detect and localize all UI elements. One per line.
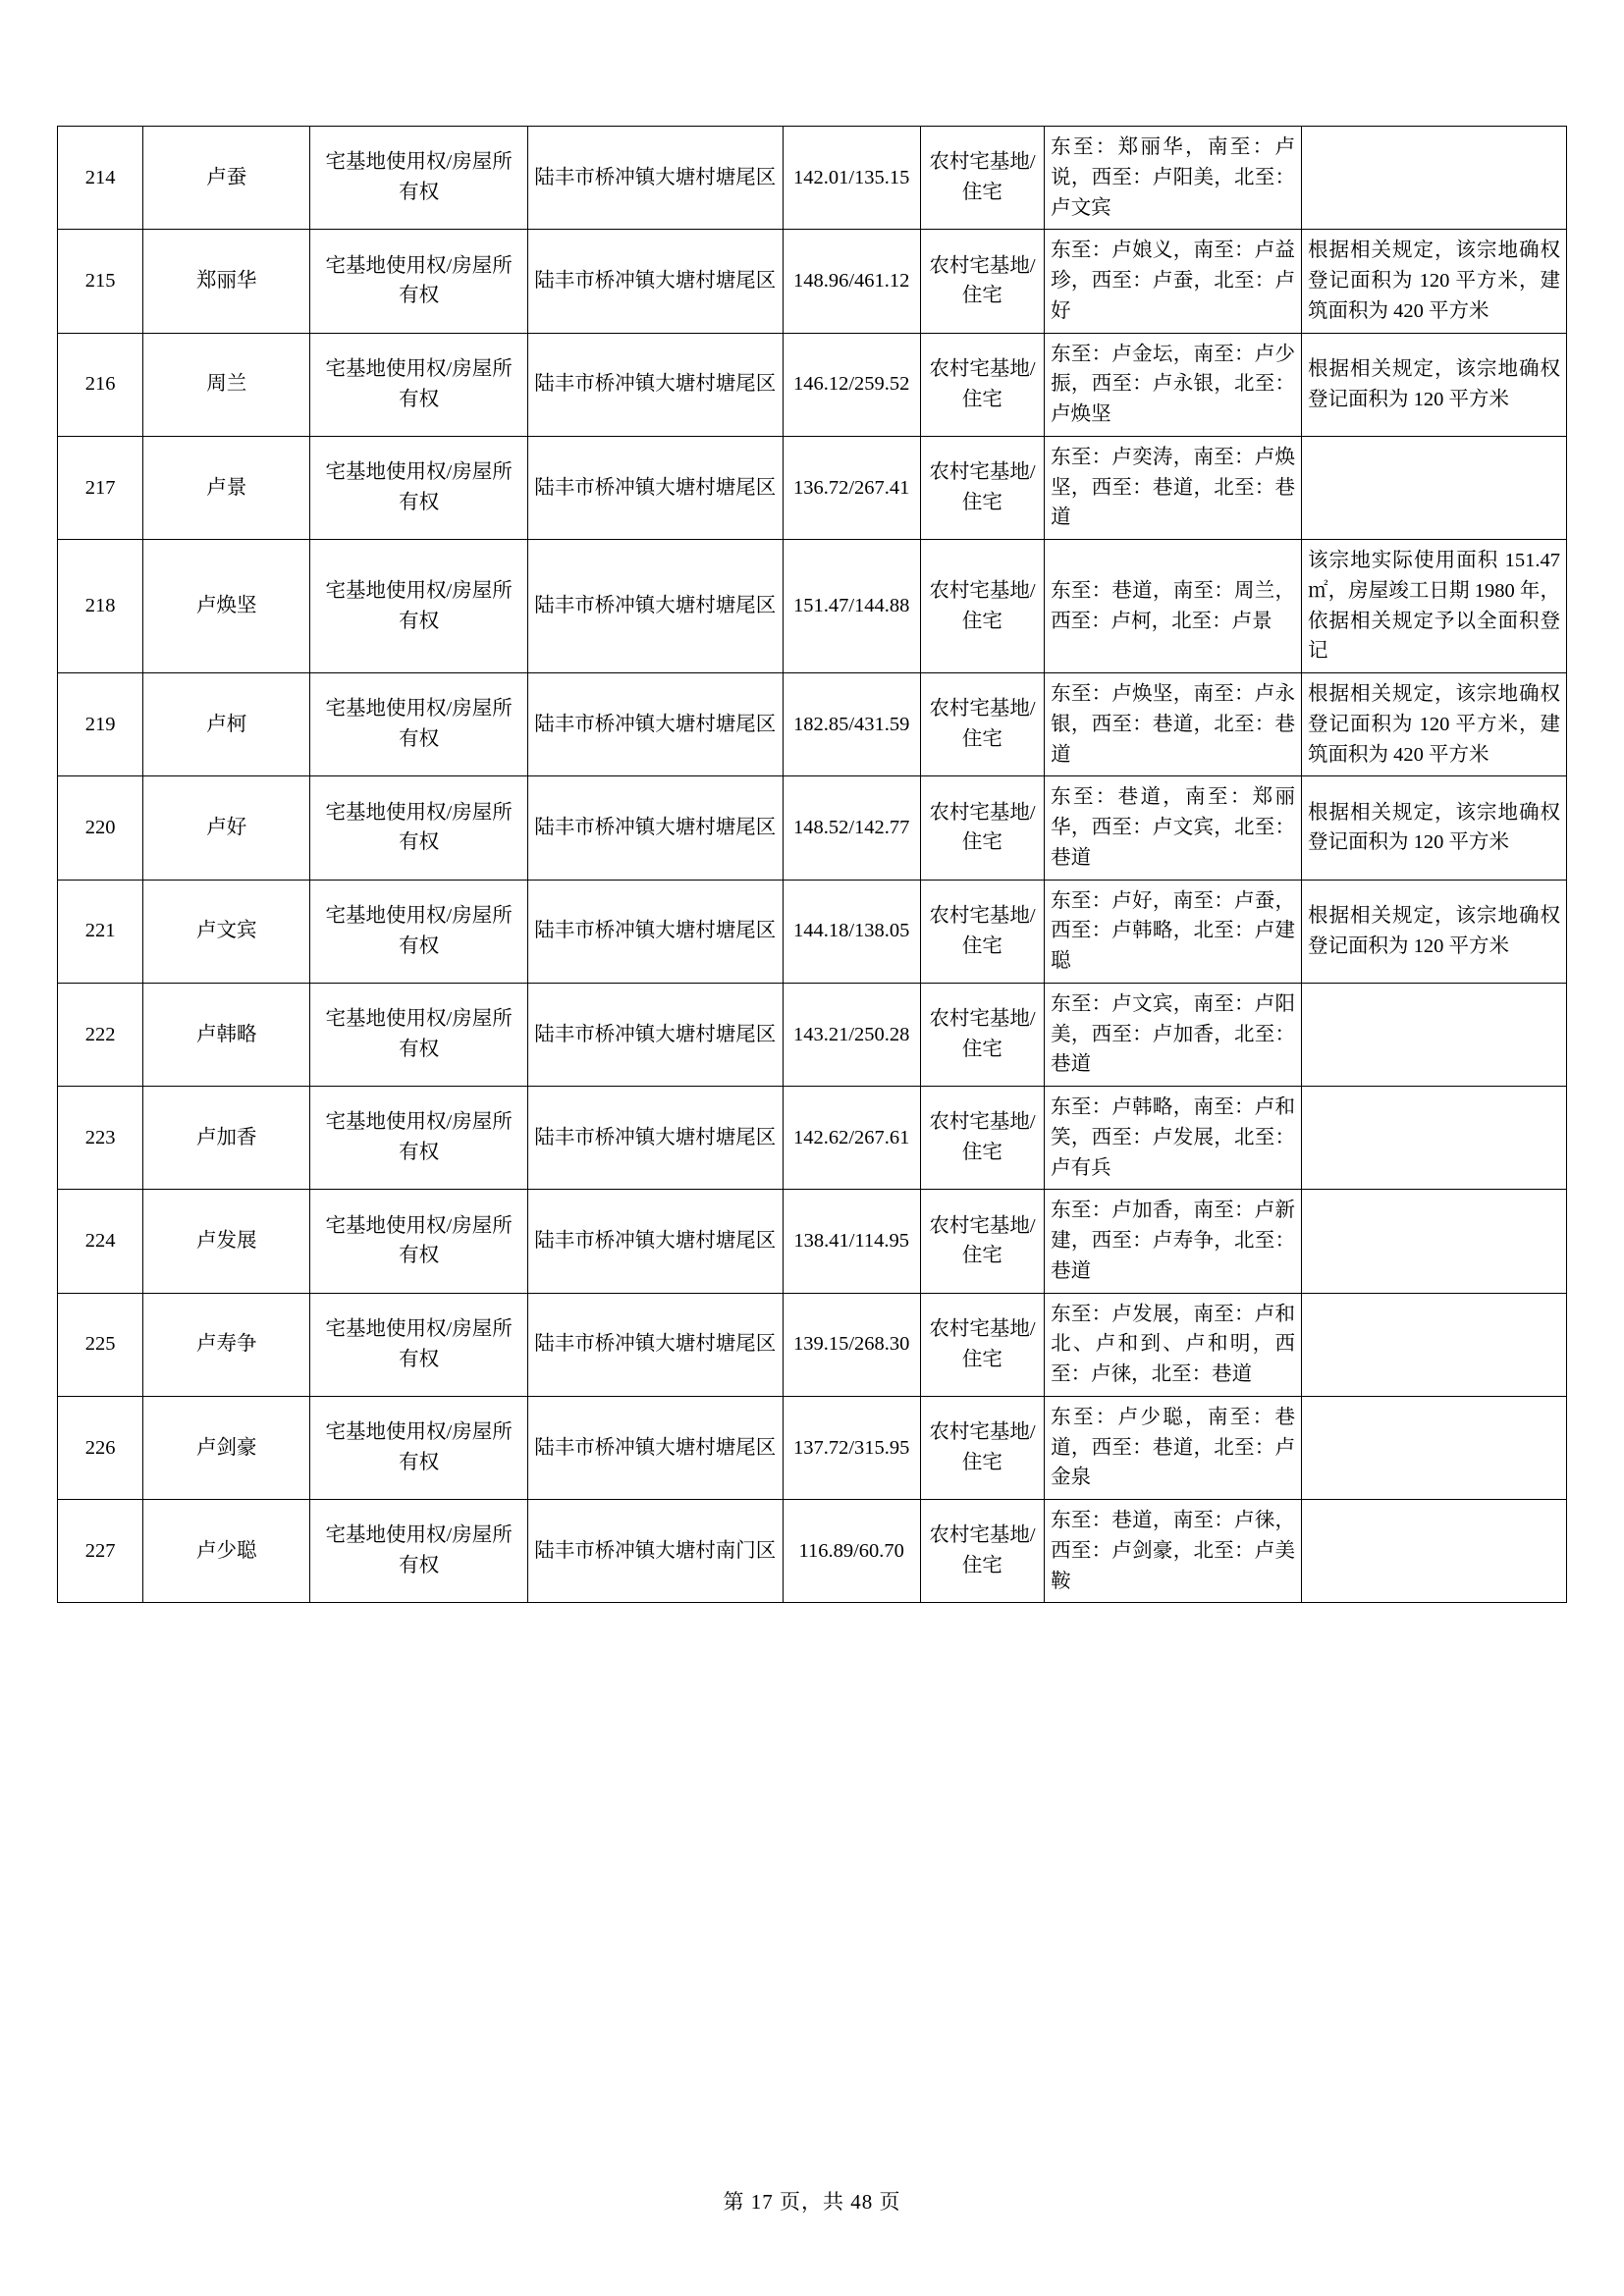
cell-right-type: 宅基地使用权/房屋所有权 bbox=[310, 983, 528, 1086]
cell-area: 151.47/144.88 bbox=[783, 540, 920, 673]
table-row bbox=[58, 983, 1567, 1086]
cell-usage: 农村宅基地/住宅 bbox=[920, 1396, 1044, 1499]
cell-note bbox=[1302, 1500, 1567, 1603]
cell-note bbox=[1302, 983, 1567, 1086]
cell-address: 陆丰市桥冲镇大塘村塘尾区 bbox=[528, 1396, 784, 1499]
cell-right-type: 宅基地使用权/房屋所有权 bbox=[310, 436, 528, 539]
cell-address: 陆丰市桥冲镇大塘村塘尾区 bbox=[528, 673, 784, 776]
cell-right-type: 宅基地使用权/房屋所有权 bbox=[310, 540, 528, 673]
cell-serial-number: 220 bbox=[58, 776, 143, 880]
cell-address: 陆丰市桥冲镇大塘村南门区 bbox=[528, 1500, 784, 1603]
cell-note: 根据相关规定，该宗地确权登记面积为 120 平方米 bbox=[1302, 880, 1567, 983]
cell-area: 182.85/431.59 bbox=[783, 673, 920, 776]
cell-owner-name: 卢好 bbox=[143, 776, 310, 880]
cell-note bbox=[1302, 1396, 1567, 1499]
cell-usage: 农村宅基地/住宅 bbox=[920, 127, 1044, 230]
cell-right-type: 宅基地使用权/房屋所有权 bbox=[310, 1396, 528, 1499]
cell-boundary: 东至：巷道，南至：卢徕，西至：卢剑豪，北至：卢美鞍 bbox=[1045, 1500, 1302, 1603]
cell-serial-number: 226 bbox=[58, 1396, 143, 1499]
cell-owner-name: 卢少聪 bbox=[143, 1500, 310, 1603]
cell-serial-number: 227 bbox=[58, 1500, 143, 1603]
cell-usage: 农村宅基地/住宅 bbox=[920, 436, 1044, 539]
cell-owner-name: 卢剑豪 bbox=[143, 1396, 310, 1499]
cell-boundary: 东至：卢娘义，南至：卢益珍，西至：卢蚕，北至：卢好 bbox=[1045, 230, 1302, 333]
cell-usage: 农村宅基地/住宅 bbox=[920, 673, 1044, 776]
cell-area: 146.12/259.52 bbox=[783, 333, 920, 436]
cell-owner-name: 郑丽华 bbox=[143, 230, 310, 333]
cell-serial-number: 215 bbox=[58, 230, 143, 333]
cell-usage: 农村宅基地/住宅 bbox=[920, 540, 1044, 673]
cell-boundary: 东至：卢金坛，南至：卢少振，西至：卢永银，北至：卢焕坚 bbox=[1045, 333, 1302, 436]
cell-right-type: 宅基地使用权/房屋所有权 bbox=[310, 1500, 528, 1603]
cell-usage: 农村宅基地/住宅 bbox=[920, 230, 1044, 333]
cell-boundary: 东至：卢发展，南至：卢和北、卢和到、卢和明，西至：卢徕，北至：巷道 bbox=[1045, 1293, 1302, 1396]
table-row bbox=[58, 1087, 1567, 1190]
table-row bbox=[58, 436, 1567, 539]
cell-right-type: 宅基地使用权/房屋所有权 bbox=[310, 1293, 528, 1396]
cell-boundary: 东至：郑丽华，南至：卢说，西至：卢阳美，北至：卢文宾 bbox=[1045, 127, 1302, 230]
table-row bbox=[58, 1500, 1567, 1603]
cell-owner-name: 周兰 bbox=[143, 333, 310, 436]
cell-usage: 农村宅基地/住宅 bbox=[920, 1500, 1044, 1603]
cell-address: 陆丰市桥冲镇大塘村塘尾区 bbox=[528, 333, 784, 436]
cell-usage: 农村宅基地/住宅 bbox=[920, 776, 1044, 880]
cell-right-type: 宅基地使用权/房屋所有权 bbox=[310, 1087, 528, 1190]
cell-right-type: 宅基地使用权/房屋所有权 bbox=[310, 333, 528, 436]
cell-area: 137.72/315.95 bbox=[783, 1396, 920, 1499]
registration-table bbox=[57, 126, 1567, 1603]
cell-usage: 农村宅基地/住宅 bbox=[920, 1293, 1044, 1396]
cell-right-type: 宅基地使用权/房屋所有权 bbox=[310, 776, 528, 880]
cell-note bbox=[1302, 1190, 1567, 1293]
page-footer bbox=[0, 2186, 1624, 2216]
cell-area: 116.89/60.70 bbox=[783, 1500, 920, 1603]
table-row bbox=[58, 540, 1567, 673]
cell-usage: 农村宅基地/住宅 bbox=[920, 983, 1044, 1086]
cell-boundary: 东至：卢奕涛，南至：卢焕坚，西至：巷道，北至：巷道 bbox=[1045, 436, 1302, 539]
cell-boundary: 东至：卢加香，南至：卢新建，西至：卢寿争，北至：巷道 bbox=[1045, 1190, 1302, 1293]
cell-area: 142.01/135.15 bbox=[783, 127, 920, 230]
cell-note bbox=[1302, 1087, 1567, 1190]
table-row bbox=[58, 333, 1567, 436]
cell-boundary: 东至：卢文宾，南至：卢阳美，西至：卢加香，北至：巷道 bbox=[1045, 983, 1302, 1086]
cell-area: 138.41/114.95 bbox=[783, 1190, 920, 1293]
cell-note bbox=[1302, 1293, 1567, 1396]
cell-owner-name: 卢景 bbox=[143, 436, 310, 539]
table-row bbox=[58, 880, 1567, 983]
cell-owner-name: 卢加香 bbox=[143, 1087, 310, 1190]
cell-note: 根据相关规定，该宗地确权登记面积为 120 平方米，建筑面积为 420 平方米 bbox=[1302, 673, 1567, 776]
cell-owner-name: 卢蚕 bbox=[143, 127, 310, 230]
table-row bbox=[58, 230, 1567, 333]
cell-right-type: 宅基地使用权/房屋所有权 bbox=[310, 127, 528, 230]
cell-right-type: 宅基地使用权/房屋所有权 bbox=[310, 673, 528, 776]
cell-note: 根据相关规定，该宗地确权登记面积为 120 平方米，建筑面积为 420 平方米 bbox=[1302, 230, 1567, 333]
table-row bbox=[58, 776, 1567, 880]
cell-note: 该宗地实际使用面积 151.47㎡，房屋竣工日期 1980 年，依据相关规定予以全面积登记 bbox=[1302, 540, 1567, 673]
cell-owner-name: 卢发展 bbox=[143, 1190, 310, 1293]
cell-serial-number: 223 bbox=[58, 1087, 143, 1190]
cell-address: 陆丰市桥冲镇大塘村塘尾区 bbox=[528, 230, 784, 333]
cell-owner-name: 卢柯 bbox=[143, 673, 310, 776]
cell-note: 根据相关规定，该宗地确权登记面积为 120 平方米 bbox=[1302, 776, 1567, 880]
cell-boundary: 东至：卢好，南至：卢蚕，西至：卢韩略，北至：卢建聪 bbox=[1045, 880, 1302, 983]
cell-boundary: 东至：卢韩略，南至：卢和笑，西至：卢发展，北至：卢有兵 bbox=[1045, 1087, 1302, 1190]
cell-owner-name: 卢韩略 bbox=[143, 983, 310, 1086]
cell-address: 陆丰市桥冲镇大塘村塘尾区 bbox=[528, 127, 784, 230]
cell-serial-number: 219 bbox=[58, 673, 143, 776]
cell-note: 根据相关规定，该宗地确权登记面积为 120 平方米 bbox=[1302, 333, 1567, 436]
cell-address: 陆丰市桥冲镇大塘村塘尾区 bbox=[528, 880, 784, 983]
cell-serial-number: 218 bbox=[58, 540, 143, 673]
cell-area: 143.21/250.28 bbox=[783, 983, 920, 1086]
cell-owner-name: 卢寿争 bbox=[143, 1293, 310, 1396]
cell-address: 陆丰市桥冲镇大塘村塘尾区 bbox=[528, 540, 784, 673]
cell-usage: 农村宅基地/住宅 bbox=[920, 1190, 1044, 1293]
table-row bbox=[58, 1396, 1567, 1499]
cell-note bbox=[1302, 436, 1567, 539]
cell-note bbox=[1302, 127, 1567, 230]
cell-address: 陆丰市桥冲镇大塘村塘尾区 bbox=[528, 436, 784, 539]
cell-area: 148.52/142.77 bbox=[783, 776, 920, 880]
cell-area: 148.96/461.12 bbox=[783, 230, 920, 333]
table-row bbox=[58, 1293, 1567, 1396]
cell-usage: 农村宅基地/住宅 bbox=[920, 333, 1044, 436]
table-row bbox=[58, 673, 1567, 776]
cell-area: 139.15/268.30 bbox=[783, 1293, 920, 1396]
cell-serial-number: 217 bbox=[58, 436, 143, 539]
table-row bbox=[58, 127, 1567, 230]
cell-serial-number: 221 bbox=[58, 880, 143, 983]
cell-boundary: 东至：巷道，南至：郑丽华，西至：卢文宾，北至：巷道 bbox=[1045, 776, 1302, 880]
cell-right-type: 宅基地使用权/房屋所有权 bbox=[310, 230, 528, 333]
cell-address: 陆丰市桥冲镇大塘村塘尾区 bbox=[528, 983, 784, 1086]
page-number-text: 第 17 页，共 48 页 bbox=[723, 2190, 901, 2214]
cell-usage: 农村宅基地/住宅 bbox=[920, 880, 1044, 983]
cell-area: 142.62/267.61 bbox=[783, 1087, 920, 1190]
cell-serial-number: 225 bbox=[58, 1293, 143, 1396]
cell-boundary: 东至：卢焕坚，南至：卢永银，西至：巷道，北至：巷道 bbox=[1045, 673, 1302, 776]
cell-right-type: 宅基地使用权/房屋所有权 bbox=[310, 1190, 528, 1293]
cell-area: 136.72/267.41 bbox=[783, 436, 920, 539]
table-body bbox=[58, 127, 1567, 1603]
cell-serial-number: 214 bbox=[58, 127, 143, 230]
cell-area: 144.18/138.05 bbox=[783, 880, 920, 983]
cell-right-type: 宅基地使用权/房屋所有权 bbox=[310, 880, 528, 983]
cell-boundary: 东至：巷道，南至：周兰，西至：卢柯，北至：卢景 bbox=[1045, 540, 1302, 673]
cell-usage: 农村宅基地/住宅 bbox=[920, 1087, 1044, 1190]
cell-address: 陆丰市桥冲镇大塘村塘尾区 bbox=[528, 776, 784, 880]
cell-address: 陆丰市桥冲镇大塘村塘尾区 bbox=[528, 1190, 784, 1293]
cell-serial-number: 222 bbox=[58, 983, 143, 1086]
cell-serial-number: 224 bbox=[58, 1190, 143, 1293]
cell-address: 陆丰市桥冲镇大塘村塘尾区 bbox=[528, 1087, 784, 1190]
cell-serial-number: 216 bbox=[58, 333, 143, 436]
cell-owner-name: 卢文宾 bbox=[143, 880, 310, 983]
cell-owner-name: 卢焕坚 bbox=[143, 540, 310, 673]
table-row bbox=[58, 1190, 1567, 1293]
cell-boundary: 东至：卢少聪，南至：巷道，西至：巷道，北至：卢金泉 bbox=[1045, 1396, 1302, 1499]
cell-address: 陆丰市桥冲镇大塘村塘尾区 bbox=[528, 1293, 784, 1396]
